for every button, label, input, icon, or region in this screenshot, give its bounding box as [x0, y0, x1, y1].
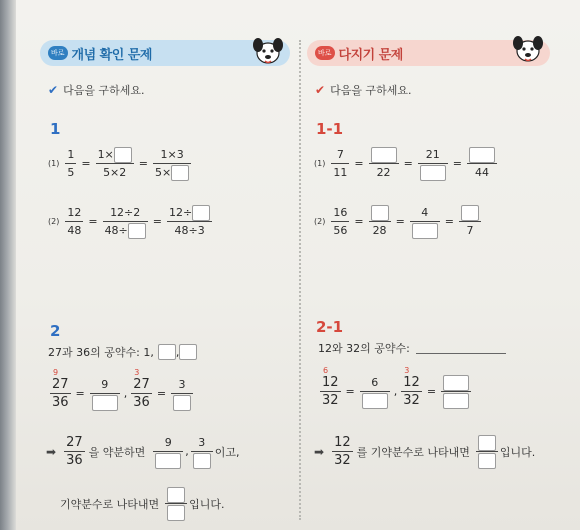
answer-box[interactable] — [412, 223, 438, 239]
answer-box[interactable] — [155, 453, 181, 469]
answer-line[interactable] — [416, 342, 506, 354]
fraction: 3 — [191, 434, 213, 469]
sub-label: (2) — [48, 217, 60, 226]
question-number: 1-1 — [316, 120, 344, 138]
answer-box[interactable] — [128, 223, 146, 239]
answer-box[interactable] — [193, 453, 211, 469]
answer-box[interactable] — [478, 435, 496, 451]
sub-label: (1) — [314, 159, 326, 168]
answer-box[interactable] — [371, 147, 397, 163]
fraction: 9 27 36 — [52, 368, 69, 410]
answer-box[interactable] — [167, 505, 185, 521]
question-number: 1 — [50, 120, 61, 138]
problem-1-2: (2) $\frac{12}{48}$ = $\frac{12\div 2}{48\div}$ = $\frac{12\div}{48\div 3}$ — [48, 204, 214, 239]
check-icon: ✔ — [315, 83, 326, 97]
question-number: 2 — [50, 322, 61, 340]
answer-box[interactable] — [420, 165, 446, 181]
fraction: 6 12 32 — [322, 366, 339, 408]
common-divisors-text: 12와 32의 공약수: — [318, 342, 410, 355]
book-spine-edge — [0, 0, 16, 530]
answer-box[interactable] — [92, 395, 118, 411]
fraction: $\frac{16}{56}$ — [333, 206, 348, 237]
sub-label: (2) — [314, 217, 326, 226]
answer-box[interactable] — [461, 205, 479, 221]
answer-box[interactable] — [478, 453, 496, 469]
banner-title: 다지기 문제 — [338, 47, 403, 63]
problem-1-1-1: (1) $\frac{7}{11}$ = 22 = 21 = 44 — [314, 146, 499, 181]
reduction-line: 6 12 32 = 6 , 3 12 32 = — [318, 374, 473, 409]
fraction: $\frac{12\div}{48\div 3}$ — [167, 204, 212, 239]
fraction: $\frac{27}{36}$ — [66, 435, 83, 468]
page-divider — [299, 40, 301, 520]
irreducible-line: 기약분수로 나타내면 입니다. — [60, 486, 225, 521]
fraction: 9 — [90, 376, 120, 411]
fraction: 21 — [418, 146, 448, 181]
fraction: $\frac{7}{11}$ — [333, 148, 348, 179]
common-divisors-line — [318, 340, 506, 356]
fraction: 28 — [369, 204, 391, 239]
answer-box[interactable] — [192, 205, 210, 221]
check-icon: ✔ — [48, 83, 59, 97]
fraction: 3 12 32 — [403, 366, 420, 408]
fraction: $\frac{1}{5}$ — [67, 148, 75, 179]
banner-title: 개념 확인 문제 — [71, 47, 152, 63]
instruction — [315, 82, 411, 98]
fraction: $\frac{1\times 3}{5\times}$ — [153, 146, 191, 181]
dog-mascot-icon — [510, 34, 546, 66]
fraction: 6 — [360, 374, 390, 409]
banner-tag: 바로 — [315, 46, 335, 60]
answer-box[interactable] — [469, 147, 495, 163]
answer-box[interactable] — [362, 393, 388, 409]
fraction — [441, 374, 471, 409]
convert-line: ➡ $\frac{12}{32}$ 를 기약분수로 나타내면 입니다. — [314, 435, 536, 468]
fraction: 44 — [467, 146, 497, 181]
dog-mascot-icon — [250, 36, 286, 68]
fraction: 9 — [153, 434, 183, 469]
problem-1-1-2: (2) $\frac{16}{56}$ = 28 = 4 = 7 — [314, 204, 483, 239]
answer-box[interactable] — [173, 395, 191, 411]
common-divisors-line: 27과 36의 공약수: 1, , — [48, 344, 197, 360]
instruction — [48, 82, 144, 98]
question-number: 2-1 — [316, 318, 344, 336]
reduction-line: 9 27 36 = 9 , 3 27 36 = 3 — [48, 376, 195, 411]
fraction: $\frac{12}{48}$ — [67, 206, 82, 237]
fraction: $\frac{1\times}{5\times 2}$ — [96, 146, 134, 181]
answer-box[interactable] — [171, 165, 189, 181]
answer-box[interactable] — [114, 147, 132, 163]
arrow-right-icon: ➡ — [314, 444, 325, 459]
fraction: 22 — [369, 146, 399, 181]
sub-label: (1) — [48, 159, 60, 168]
reduce-result-line: ➡ $\frac{27}{36}$ 을 약분하면 9 , 3 이고, — [46, 435, 240, 468]
answer-box[interactable] — [167, 487, 185, 503]
answer-box[interactable] — [443, 393, 469, 409]
arrow-right-icon: ➡ — [46, 444, 57, 459]
common-divisors-text: 27과 36의 공약수: 1, — [48, 346, 154, 359]
problem-1-1: (1) $\frac{1}{5}$ = $\frac{1\times}{5\times 2}$ = $\frac{1\times 3}{5\times}$ — [48, 146, 193, 181]
answer-box[interactable] — [443, 375, 469, 391]
fraction: 4 — [410, 204, 440, 239]
instruction-text: 다음을 구하세요. — [63, 84, 145, 97]
answer-box[interactable] — [179, 344, 197, 360]
fraction: 7 — [459, 204, 481, 239]
instruction-text: 다음을 구하세요. — [330, 84, 412, 97]
fraction — [476, 434, 498, 469]
answer-box[interactable] — [158, 344, 176, 360]
banner-tag: 바로 — [48, 46, 68, 60]
answer-box[interactable] — [371, 205, 389, 221]
fraction: 3 — [171, 376, 193, 411]
fraction: $\frac{12\div 2}{48\div}$ — [103, 204, 148, 239]
fraction: 3 27 36 — [133, 368, 150, 410]
fraction — [165, 486, 187, 521]
fraction: $\frac{12}{32}$ — [334, 435, 351, 468]
